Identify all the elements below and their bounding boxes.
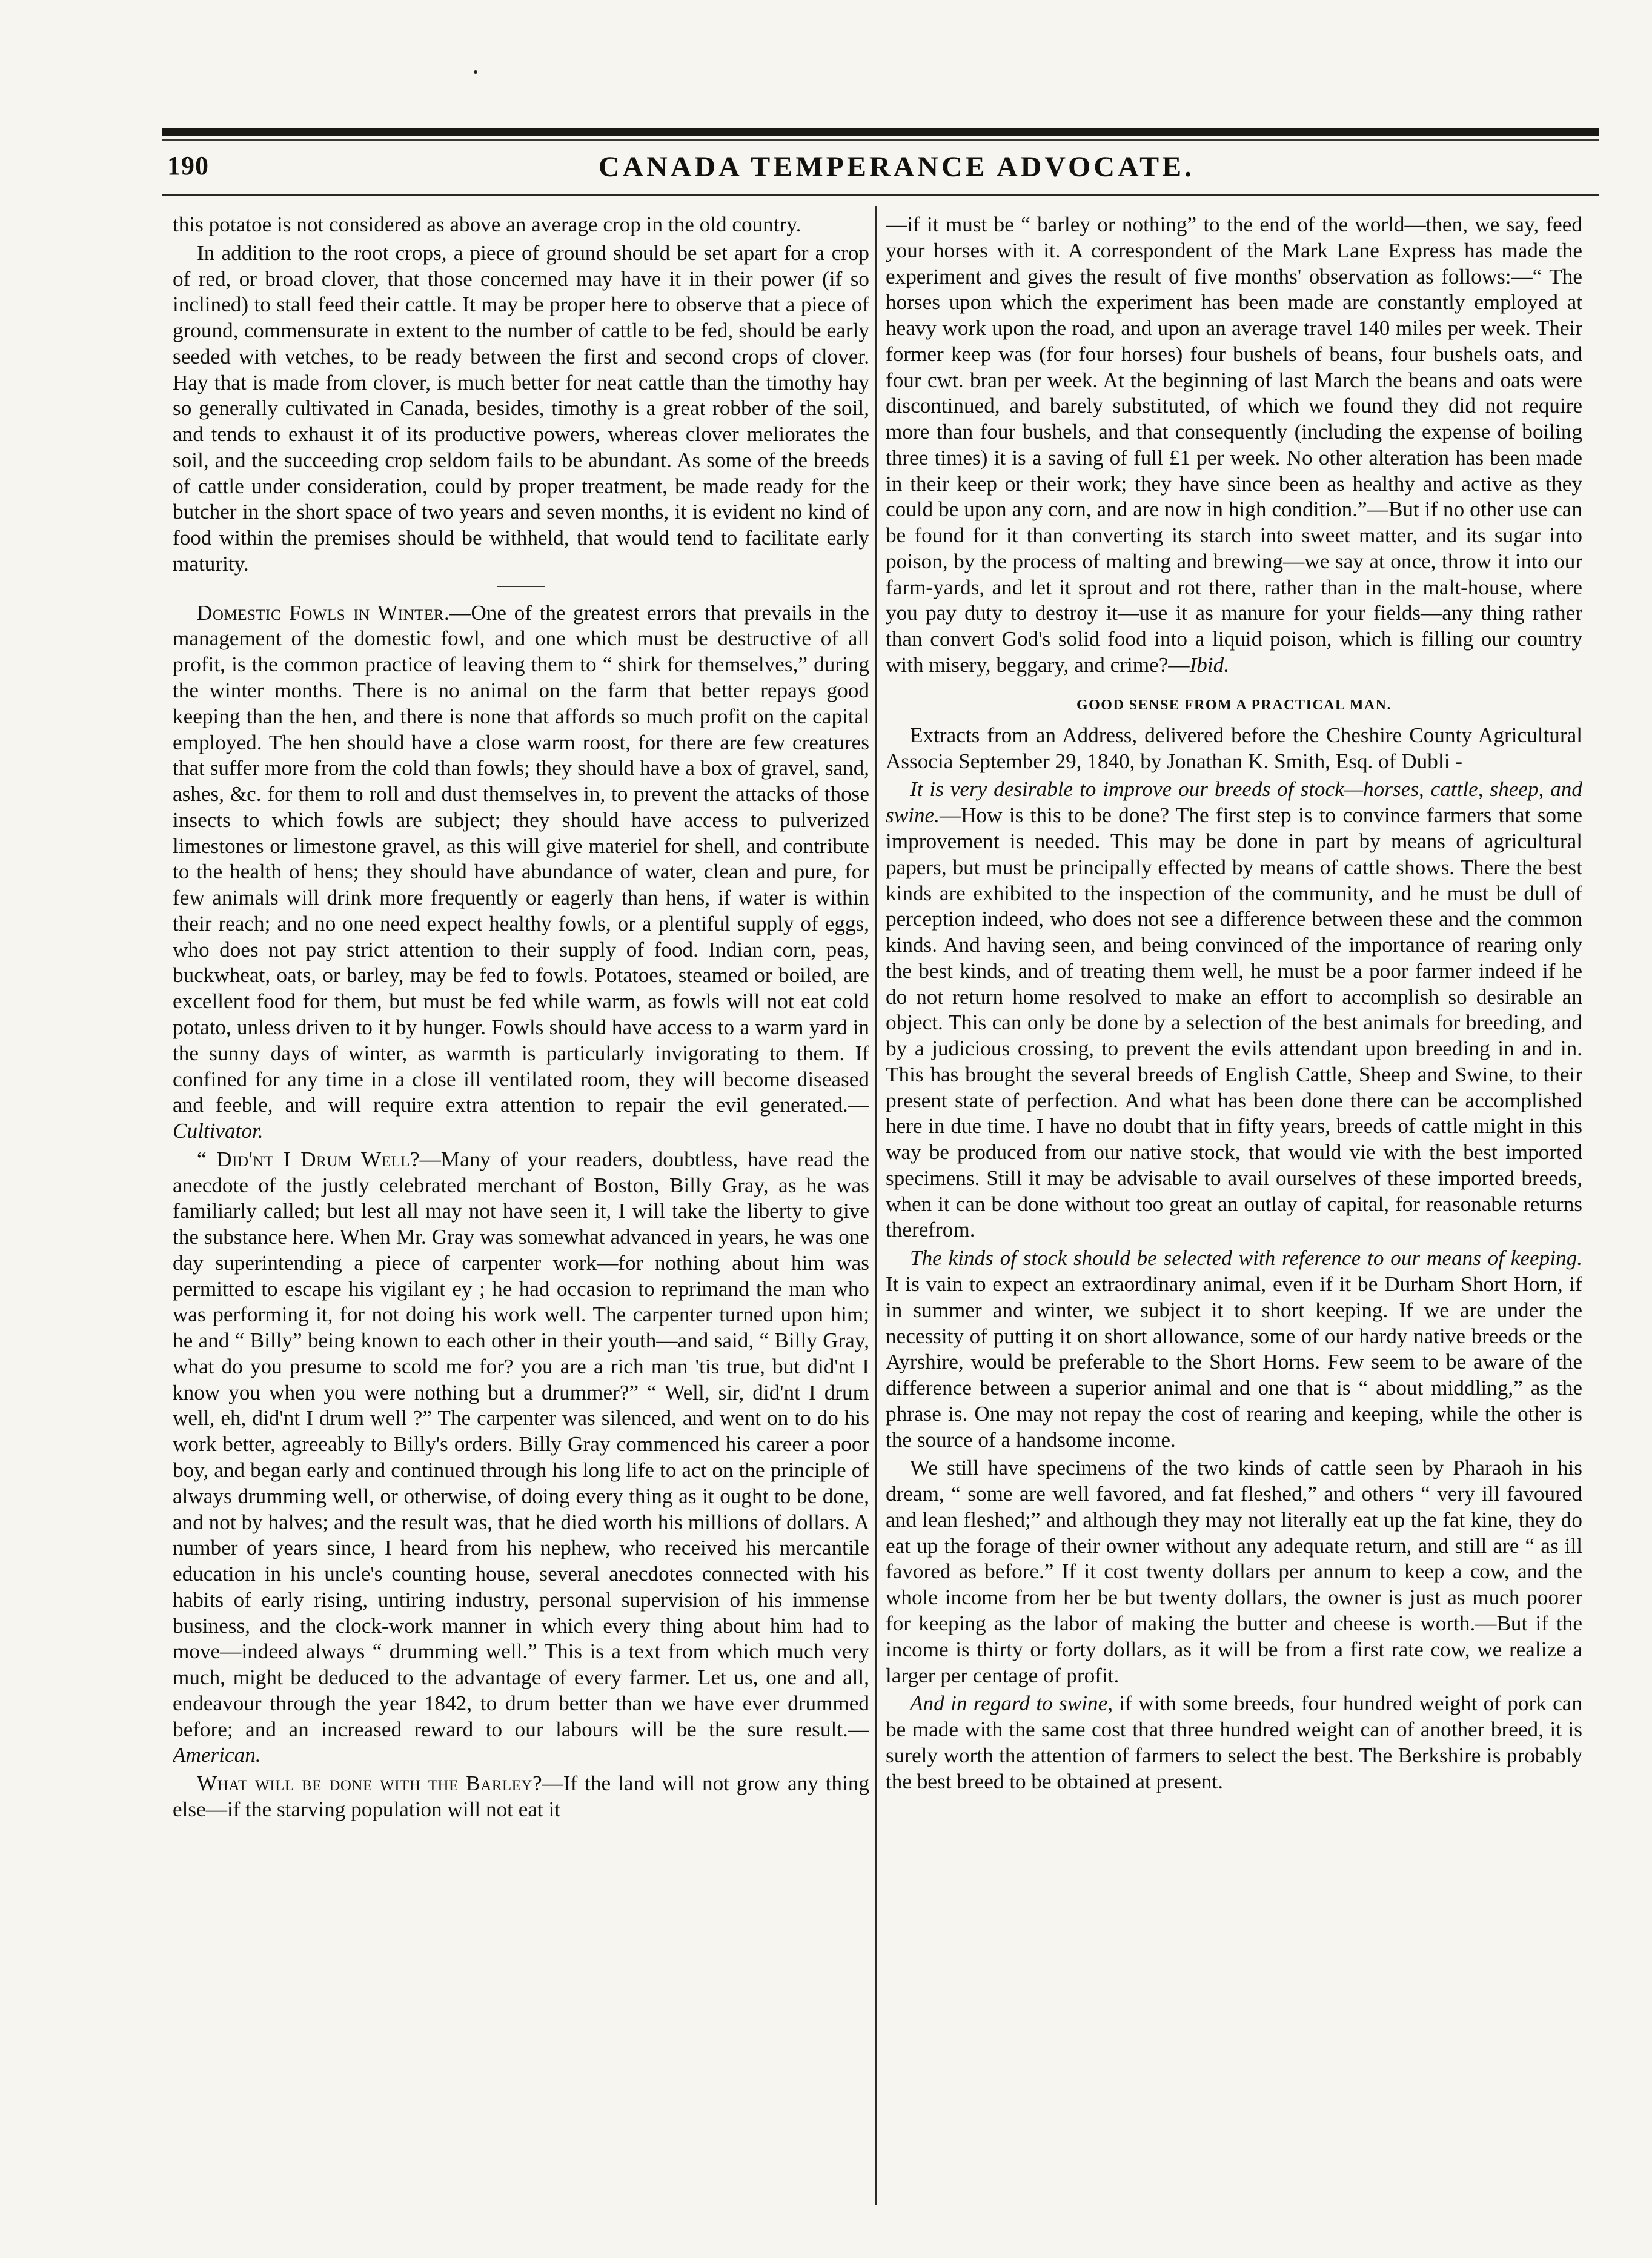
section-heading: GOOD SENSE FROM A PRACTICAL MAN.	[1076, 697, 1392, 713]
top-border-rule	[162, 128, 1599, 136]
kinds-lead: The kinds of stock should be selected with reference to our means of keeping.	[910, 1246, 1582, 1270]
fowls-headline: Domestic Fowls in Winter.	[197, 600, 450, 625]
fowls-source: Cultivator.	[173, 1119, 264, 1143]
column-divider	[875, 206, 877, 2205]
barley-continued-body: —if it must be “ barley or nothing” to the end of the world—then, we say, feed your horses with it. A correspondent of the Mark Lane Express has made the experiment and gives the result of five months' observation as follows:—“ The horses upon which the experiment has been made are constantly employed at heavy work upon the road, and upon an average travel 140 miles per week. Their former keep was (for four horses) four bushels of beans, four bushels oats, and four cwt. bran per week. At the beginning of last March the beans and oats were discontinued, and barely substituted, of which we found they did not require more than four bushels, and that consequently (including the expense of boiling three times) it is a saving of full £1 per week. No other alteration has been made in their keep or their work; they have since been as healthy and active as they could be upon any corn, and are now in high condition.”—But if no other use can be found for it than converting its starch into sweet matter, and its sugar into poison, by the process of malting and brewing—we say at once, throw it into our farm-yards, and let it sprout and rot there, rather than in the malt-house, where you pay duty to destroy it—use it as manure for your fields—any thing rather than convert God's solid food into a liquid poison, which is filling our country with misery, beggary, and crime?—	[886, 213, 1582, 677]
kinds-paragraph	[886, 1246, 1582, 1453]
barley-body: ?—If the land will not grow any thing else—if the starving population will not eat it	[173, 1772, 869, 1821]
top-border-thin-rule	[162, 139, 1599, 141]
kinds-body: It is vain to expect an extraordinary animal, even if it be Durham Short Horn, if in summer and winter, we subject it to short keeping. If we are under the necessity of putting it on short allowance, some of our hardy native breeds or the Ayrshire, would be preferable to the Short Horns. Few seem to be aware of the difference between a superior animal and one that is “ about middling,” as the phrase is. One may not repay the cost of rearing and keeping, while the other is the source of a handsome income.	[886, 1272, 1582, 1452]
ink-speck	[474, 70, 477, 74]
breeds-body: —How is this to be done? The first step is to convince farmers that some improvement is needed. This may be done in part by means of agricultural papers, but must be principally effected by means of cattle shows. There the best kinds are exhibited to the inspection of the community, and he must be dull of perception indeed, who does not see a difference between these and the common kinds. And having seen, and being convinced of the importance of rearing only the best kinds, and of treating them well, he must be a poor farmer indeed if he do not return home resolved to make an effort to accomplish so desirable an object. This can only be done by a selection of the best animals for breeding, and by a judicious crossing, to prevent the evils attendant upon breeding in and in. This has brought the several breeds of English Cattle, Sheep and Swine, to their present state of perfection. And what has been done there can be accomplished here in due time. I have no doubt that in fifty years, breeds of cattle might in this way be produced from our native stock, that would vie with the best imported specimens. Still it may be advisable to avail ourselves of these imported breeds, when it can be done without too great an outlay of capital, for reasonable returns therefrom.	[886, 803, 1582, 1242]
header-rule	[162, 194, 1599, 196]
drum-headline: “ Did'nt I Drum Well	[197, 1147, 410, 1171]
fowls-article	[173, 600, 869, 1144]
left-column	[173, 212, 869, 2205]
clover-paragraph: In addition to the root crops, a piece of ground should be set apart for a crop of red, or broad clover, that those concerned may have it in their power (if so inclined) to stall feed their cattle. It may be proper here to observe that a piece of ground, commensurate in extent to the number of cattle to be fed, should be early seeded with vetches, to be ready between the first and second crops of clover. Hay that is made from clover, is much better for neat cattle than the timothy hay so generally cultivated in Canada, besides, timothy is a great robber of the soil, and tends to exhaust it of its productive powers, whereas clover meliorates the soil, and the succeeding crop seldom fails to be abundant. As some of the breeds of cattle under consideration, could by proper treatment, be made ready for the butcher in the short space of two years and seven months, it is evident no kind of food within the premises should be withheld, that would tend to facilitate early maturity.	[173, 241, 869, 576]
barley-source: Ibid.	[1189, 653, 1230, 677]
breeds-lead: It is very desirable to improve our breeds of stock—horses, cattle, sheep, and swine.	[886, 777, 1582, 828]
drum-article	[173, 1147, 869, 1768]
drum-source: American.	[173, 1743, 261, 1767]
swine-body: if with some breeds, four hundred weight of pork can be made with the same cost that three hundred weight can of another breed, it is surely worth the attention of farmers to select the best. The Berkshire is probably the best breed to be obtained at present.	[886, 1692, 1582, 1793]
specimens-paragraph: We still have specimens of the two kinds of cattle seen by Pharaoh in his dream, “ some are well favored, and fat fleshed,” and others “ very ill favoured and lean fleshed;” and although they may not literally eat up the fat kine, they do eat up the forage of their owner without any adequate return, and still are “ as ill favored as before.” If it cost twenty dollars per annum to keep a cow, and the whole income from her be but twenty dollars, the owner is just as much poorer for keeping as the labor of making the butter and cheese is worth.—But if the income is thirty or forty dollars, as it will be from a first rate cow, we realize a larger per centage of profit.	[886, 1456, 1582, 1687]
running-title: CANADA TEMPERANCE ADVOCATE.	[598, 151, 1195, 183]
drum-body: ?—Many of your readers, doubtless, have read the anecdote of the justly celebrated merchant of Boston, Billy Gray, as he was familiarly called; but lest all may not have seen it, I will take the liberty to give the substance here. When Mr. Gray was somewhat advanced in years, he was one day superintending a piece of carpenter work—for nothing about him was permitted to escape his vigilant ey ; he had occasion to reprimand the man who was performing it, for not doing his work well. The carpenter turned upon him; he and “ Billy” being known to each other in their youth—and said, “ Billy Gray, what do you presume to scold me for? you are a rich man 'tis true, but did'nt I know you when you were nothing but a drummer?” “ Well, sir, did'nt I drum well, eh, did'nt I drum well ?” The carpenter was silenced, and went on to do his work better, agreeably to Billy's orders. Billy Gray commenced his career a poor boy, and began early and continued through his long life to act on the principle of always drumming well, or otherwise, of doing every thing as it ought to be done, and not by halves; and the result was, that he died worth his millions of dollars. A number of years since, I heard from his nephew, who received his mercantile education in his uncle's counting house, several anecdotes connected with his habits of early rising, untiring industry, personal supervision of his immense business, and the clock-work manner in which every thing about him had to move—indeed always “ drumming well.” This is a text from which much very much, might be deduced to the advantage of every farmer. Let us, one and all, endeavour through the year 1842, to drum better than we have ever drummed before; and an increased reward to our labours will be the sure result.—	[173, 1147, 869, 1741]
barley-article	[173, 1771, 869, 1823]
barley-continued	[886, 212, 1582, 679]
breeds-paragraph	[886, 777, 1582, 1243]
fowls-body: —One of the greatest errors that prevails in the management of the domestic fowl, and one which must be destructive of all profit, is the common practice of leaving them to “ shirk for themselves,” during the winter months. There is no animal on the farm that better repays good keeping than the hen, and there is none that affords so much profit on the capital employed. The hen should have a close warm roost, for there are few creatures that suffer more from the cold than fowls; they should have a box of gravel, sand, ashes, &c. for them to roll and dust themselves in, to prevent the attacks of those insects to which fowls are subject; they should have access to pulverized limestones or limestone gravel, as this will give materiel for shell, and contribute to the health of hens; they should have abundance of water, clean and pure, for few animals will drink more frequently or eagerly than hens, if water is within their reach; and no one need expect healthy fowls, or a plentiful supply of eggs, who does not pay strict attention to their supply of food. Indian corn, peas, buckwheat, oats, or barley, may be fed to fowls. Potatoes, steamed or boiled, are excellent food for them, but must be fed while warm, as fowls will not eat cold potato, unless driven to it by hunger. Fowls should have access to a warm yard in the sunny days of winter, as warmth is particularly invigorating to them. If confined for any time in a close ill ventilated room, they will become diseased and feeble, and will require extra attention to repair the evil generated.—	[173, 600, 869, 1117]
address-intro: Extracts from an Address, delivered before the Cheshire County Agricultural Associa September 29, 1840, by Jonathan K. Smith, Esq. of Dubli -	[886, 723, 1582, 773]
potatoe-paragraph: this potatoe is not considered as above an average crop in the old country.	[173, 213, 801, 236]
page-number: 190	[167, 151, 209, 181]
barley-headline: What will be done with the Barley	[197, 1772, 532, 1796]
swine-lead: And in regard to swine,	[910, 1692, 1113, 1716]
right-column	[886, 212, 1582, 2205]
swine-paragraph	[886, 1691, 1582, 1795]
section-divider	[497, 586, 545, 587]
